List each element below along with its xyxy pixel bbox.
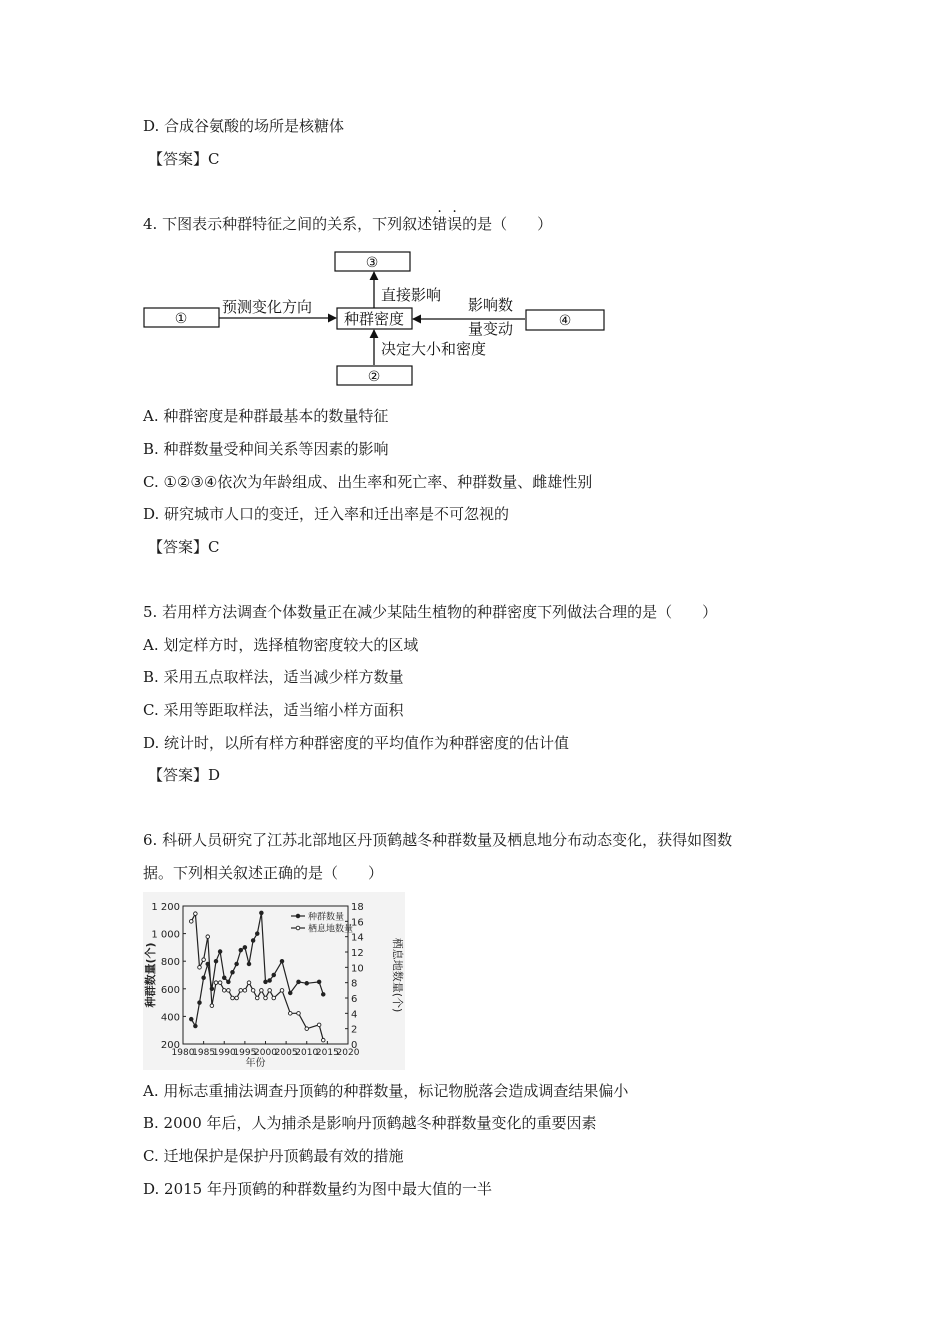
arrow-direct-label: 直接影响 [381,286,442,304]
series-2-point [218,981,222,985]
box-2-label: ② [367,369,381,385]
series-2-point [255,996,259,1000]
series-1-point [214,959,218,963]
right-tick-label: 10 [351,963,364,975]
series-1-point [321,993,325,997]
q4-stem-text-a: 4. 下图表示种群特征之间的关系，下列叙述 [143,215,433,233]
series-1-point [235,962,239,966]
legend-label-2: 栖息地数量 [308,924,354,935]
x-tick-label: 2005 [274,1048,298,1058]
series-1-point [264,980,268,984]
q5-option-a: A. 划定样方时，选择植物密度较大的区域 [143,636,419,654]
x-tick-label: 1995 [233,1048,257,1058]
series-2-point [214,981,218,985]
q4-option-c: C. ①②③④依次为年龄组成、出生率和死亡率、种群数量、雌雄性别 [143,473,593,491]
series-1-point [317,980,321,984]
q6-option-b: B. 2000 年后，人为捕杀是影响丹顶鹤越冬种群数量变化的重要因素 [143,1114,597,1132]
legend-marker-1 [296,914,300,918]
right-tick-label: 18 [351,902,364,913]
right-tick-label: 2 [351,1024,358,1036]
right-tick-label: 16 [351,917,364,929]
series-2-point [268,989,272,993]
q4-stem [143,214,552,234]
series-2-point [194,912,198,916]
q4-stem-emphasis-2: 误 [447,215,463,233]
series-1-point [305,981,309,985]
crane-chart-svg [143,892,405,1070]
box-1-label: ① [174,311,188,327]
x-tick-label: 1980 [171,1048,195,1058]
q5-option-d: D. 统计时，以所有样方种群密度的平均值作为种群密度的估计值 [143,734,570,752]
q6-stem-line-1: 6. 科研人员研究了江苏北部地区丹顶鹤越冬种群数量及栖息地分布动态变化，获得如图数 [143,831,733,849]
series-1-point [272,973,276,977]
arrow-decide-label: 决定大小和密度 [381,340,487,358]
series-1-point [251,939,255,943]
series-1-point [243,946,247,950]
left-tick-label: 200 [160,1040,180,1051]
series-1-point [202,976,206,980]
q4-stem-emphasis-1: 错 [432,215,448,233]
series-1-point [198,1001,202,1005]
series-1-point [227,980,231,984]
series-2-point [247,981,251,985]
series-2-point [206,935,210,939]
series-1-point [222,976,226,980]
series-1-point [268,979,272,983]
q5-option-b: B. 采用五点取样法，适当减少样方数量 [143,668,404,686]
box-3-label: ③ [365,255,379,271]
series-1-point [280,959,284,963]
x-tick-label: 2020 [336,1048,360,1058]
legend-marker-2 [296,926,300,930]
box-4-label: ④ [558,313,572,329]
q5-answer: 【答案】D [148,766,221,784]
q5-stem: 5. 若用样方法调查个体数量正在减少某陆生植物的种群密度下列做法合理的是（ ） [143,603,718,621]
series-line-1 [191,913,323,1026]
series-1-point [189,1017,193,1021]
series-2-point [222,989,226,993]
left-tick-label: 1 200 [151,902,180,913]
series-2-point [272,996,276,1000]
q3-answer: 【答案】C [148,150,220,168]
series-2-point [189,920,193,924]
x-axis-title: 年份 [245,1058,266,1069]
right-tick-label: 4 [351,1009,358,1021]
series-1-point [231,970,235,974]
left-tick-label: 400 [160,1012,180,1024]
series-1-point [297,980,301,984]
series-2-point [231,996,235,1000]
series-2-point [243,989,247,993]
right-tick-label: 14 [351,932,364,944]
series-1-point [288,991,292,995]
series-2-point [297,1012,301,1016]
right-tick-label: 0 [351,1040,358,1051]
series-1-point [255,932,259,936]
series-2-point [264,996,268,1000]
series-2-point [235,996,239,1000]
q4-option-b: B. 种群数量受种间关系等因素的影响 [143,440,389,458]
right-axis-title: 栖息地数量(个) [391,937,404,1013]
series-1-point [218,950,222,954]
series-1-point [247,962,251,966]
right-tick-label: 12 [351,948,364,959]
series-2-point [317,1023,321,1027]
arrow-affect-label-1: 影响数 [468,296,514,314]
series-2-point [288,1012,292,1016]
series-2-point [202,958,206,962]
legend-label-1: 种群数量 [308,912,345,923]
center-label: 种群密度 [343,310,405,328]
series-1-point [239,948,243,952]
q6-option-a: A. 用标志重捕法调查丹顶鹤的种群数量，标记物脱落会造成调查结果偏小 [143,1082,629,1100]
series-2-point [251,989,255,993]
left-tick-label: 1 000 [151,929,180,941]
arrow-affect-label-2: 量变动 [468,320,514,338]
q6-stem-line-2: 据。下列相关叙述正确的是（ ） [143,864,384,882]
left-axis-title: 种群数量(个) [144,942,157,1008]
q6-option-d: D. 2015 年丹顶鹤的种群数量约为图中最大值的一半 [143,1180,492,1198]
series-2-point [239,989,243,993]
series-2-point [210,1004,214,1008]
q4-option-d: D. 研究城市人口的变迁，迁入率和迁出率是不可忽视的 [143,505,510,523]
series-2-point [198,966,202,970]
series-2-point [227,989,231,993]
series-2-point [260,989,264,993]
series-2-point [321,1038,325,1042]
series-1-point [194,1024,198,1028]
right-tick-label: 6 [351,994,358,1005]
series-2-point [280,989,284,993]
q4-stem-text-b: 的是（ ） [462,215,553,233]
q3-option-d: D. 合成谷氨酸的场所是核糖体 [143,117,345,135]
series-1-point [260,911,264,915]
x-tick-label: 1990 [212,1048,236,1058]
x-tick-label: 1985 [192,1048,216,1058]
right-tick-label: 8 [351,978,358,990]
left-tick-label: 600 [160,984,180,996]
x-tick-label: 2000 [254,1048,277,1058]
crane-chart [143,892,405,1070]
q5-option-c: C. 采用等距取样法，适当缩小样方面积 [143,701,404,719]
x-tick-label: 2010 [295,1048,319,1058]
q4-option-a: A. 种群密度是种群最基本的数量特征 [143,407,389,425]
series-2-point [305,1027,309,1031]
q4-answer: 【答案】C [148,538,220,556]
x-tick-label: 2015 [315,1048,339,1058]
arrow-predict-label: 预测变化方向 [222,298,313,316]
left-tick-label: 800 [160,957,180,969]
population-features-diagram [140,244,620,394]
q6-option-c: C. 迁地保护是保护丹顶鹤最有效的措施 [143,1147,404,1165]
